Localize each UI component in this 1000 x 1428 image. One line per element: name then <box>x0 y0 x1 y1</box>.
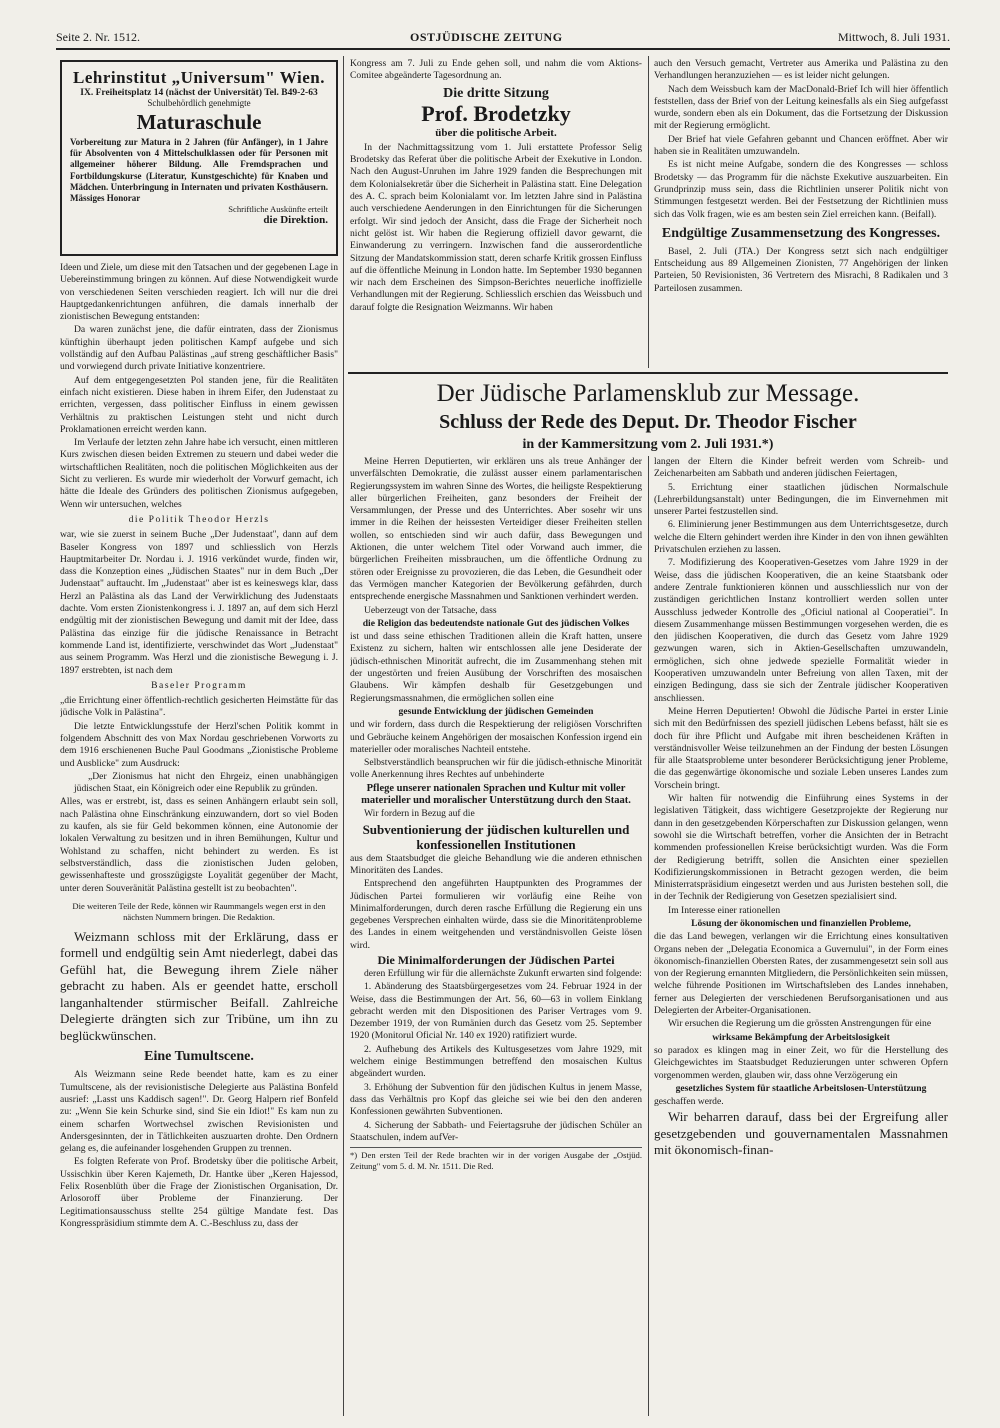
paragraph: Im Verlaufe der letzten zehn Jahre habe ich versucht, einen mittleren Kurs zwischen diesen beiden Extremen zu steuern und dabei weder die wirtschaftlichen Realitäten, noch die politischen Möglichkeiten aus der Sicht zu verlieren. Es wurde mir wiederholt der Vorwurf gemacht, ich hätte die Ideale des Gründers des politischen Zionismus aufgegeben, Wenn wir untersuchen, welches <box>60 437 338 510</box>
list-item: 2. Aufhebung des Artikels des Kultusgesetzes vom Jahre 1929, mit welchem einige Bestimmungen betreffend den mosaischen Kultus abgeändert wurden. <box>350 1043 642 1080</box>
column-2 <box>350 58 642 368</box>
column-3 <box>654 58 948 368</box>
footnote: *) Den ersten Teil der Rede brachten wir in der vorigen Ausgabe der „Ostjüd. Zeitung" vom 5. d. M. Nr. 1511. Die Red. <box>350 1147 642 1172</box>
paragraph: auch den Versuch gemacht, Vertreter aus Amerika und Palästina zu den Verhandlungen heranzuziehen — es ist leider nicht gelungen. <box>654 58 948 82</box>
article-subtitle: Schluss der Rede des Deput. Dr. Theodor Fischer <box>439 411 857 433</box>
paragraph: geschaffen werde. <box>654 1096 724 1108</box>
article-title: Der Jüdische Parlamensklub zur Message. <box>436 380 860 407</box>
ad-approved: Schulbehördlich genehmigte <box>147 98 251 108</box>
paragraph: und wir fordern, dass durch die Respektierung der religiösen Vorschriften und Gebräuche keinem Angehörigen der mosaischen Konfession irgend ein materieller oder moralisches Nachteil entstehe. <box>350 719 642 755</box>
paragraph: Es ist nicht meine Aufgabe, sondern die des Kongresses — schloss Brodetsky — das Programm für die nächste Exekutive auszuarbeiten. Ein Grundprinzip muss sein, dass die Richtlinien unserer Politik nicht von Stimmungen festgesetzt werden. Bei der Festsetzung der Richtlinien muss sich das Volk fragen, wie es am besten sein Ziel erreichen kann. (Beifall). <box>654 159 948 220</box>
advertisement-box <box>60 60 338 256</box>
section-heading-name: Prof. Brodetzky <box>421 100 571 126</box>
issue-date: Mittwoch, 8. Juli 1931. <box>837 30 950 44</box>
column-divider <box>343 56 344 1416</box>
list-item: 1. Abänderung des Staatsbürgergesetzes vom 24. Februar 1924 in der Weise, dass die Bestimmungen der Art. 56, 60—63 in vollem Einklang gebracht werden mit den Dispositionen des Pariser Vertrages vom 9. Dezember 1919, der von Rumänien durch das Gesetz vom 25. September 1920 (Monitorul Oficial Nr. 140 ex 1920) ratifiziert wurde. <box>350 981 642 1042</box>
paragraph: Wir fordern in Bezug auf die <box>364 808 475 820</box>
paragraph: Wir ersuchen die Regierung um die grössten Anstrengungen für eine <box>668 1018 932 1030</box>
section-heading: Eine Tumultscene. <box>144 1049 254 1065</box>
subheading: Baseler Programm <box>151 679 247 691</box>
article-rule <box>348 372 948 374</box>
paragraph: Selbstverständlich beanspruchen wir für die jüdisch-ethnische Minorität volle Anerkennung ihres Rechtes auf unbehinderte <box>350 757 642 781</box>
emphasis-heading: wirksame Bekämpfung der Arbeitslosigkeit <box>712 1031 890 1043</box>
section-subheading: über die politische Arbeit. <box>435 126 557 139</box>
paragraph: ist und dass seine ethischen Traditionen allein die Kraft hatten, unsere Existenz zu sichern, halten wir entschlossen alle jene Desiderate der jüdisch-ethnischen Minorität aufrecht, die im Zusammenhang stehen mit der ungestörten und freien Ausübung der Vorschriften des mosaischen Glaubens. Wir kämpfen deshalb für Gesetzgebungen und Regierungsmassnahmen, die ermöglichen sollen eine <box>350 631 642 704</box>
column-divider <box>648 56 649 368</box>
paragraph: die das Land bewegen, verlangen wir die Errichtung eines konsultativen Organs neben der „Delegatia Economica a Guvernului", in der Form eines ökonomisch-finanziellen Obersten Rates, der zusammengesetzt sein soll aus von der Regierung ernannten Mitgliedern, die Persönlichkeiten sein müssen, welche führende Positionen im Wirtschaftsleben des Landes innehaben, ferner aus Delegierten der verschiedenen Berufsorganisationen und aus Delegierten der Arbeiter-Organisationen. <box>654 931 948 1017</box>
list-item: 6. Eliminierung jener Bestimmungen aus dem Unterrichtsgesetze, durch welche die Eltern gehindert werden ihre Kinder in den von ihnen gewählten Privatschulen erziehen zu lassen. <box>654 519 948 556</box>
header-rule <box>56 48 950 50</box>
paragraph: war, wie sie zuerst in seinem Buche „Der Judenstaat", dann auf dem Baseler Kongress von 1897 und schliesslich von Herzls Hauptmitarbeiter Dr. Nordau i. J. 1916 verkündet wurde, finden wir, dass die Konzeption eines „Jüdischen Staates" nur in dem Buch „Der Judenstaat" auftaucht. Im „Judenstaat" aber ist es keineswegs klar, dass Herzl an Palästina als das Land der Verwirklichung des Judenstaats dachte. Vom ersten Zionistenkongress i. J. 1897 an, auf dem sich Herzl endgültig mit der zionistischen Bewegung und damit mit der Idee, dass Palästina das einzige für die jüdische Renaissance in Betracht kommende Land ist, identifizierte, verschwindet das Wort „Judenstaat" aus seinem Programm. Was Herzl und die zionistische Bewegung i. J. 1897 erstrebten, ist nach dem <box>60 529 338 676</box>
subheading: die Politik Theodor Herzls <box>128 513 270 525</box>
paragraph: aus dem Staatsbudget die gleiche Behandlung wie die anderen ethnischen Minoritäten des Landes. <box>350 852 642 876</box>
column-5 <box>654 456 948 1418</box>
section-heading: Endgültige Zusammensetzung des Kongresses. <box>661 225 941 241</box>
column-4 <box>350 456 642 1418</box>
paragraph: Im Interesse einer rationellen <box>668 904 781 916</box>
paragraph: so paradox es klingen mag in einer Zeit, wo für die Herstellung des Gleichgewichtes im Staatsbudget Reduzierungen unter schweren Opfern vorgenommen werden, glauben wir, dass ohne Verzögerung ein <box>654 1044 948 1081</box>
paragraph: Alles, was er erstrebt, ist, dass es seinen Anhängern erlaubt sein soll, nach Palästina ohne Einschränkung einzuwandern, dort so viel Boden zu kaufen, als sie für Geld bekommen können, eine Autonomie der lokalen Verwaltung zu besitzen und in ihren Bemühungen, Kultur und Wohlstand zu schaffen, nicht behindert zu werden. Es ist selbstverständlich, dass die zionistischen Juden geloben, gewissenhafteste und grosszügigste Loyalität gegenüber der Macht, unter deren Souveränität Palästina gestellt ist zu beobachten". <box>60 796 338 894</box>
paragraph: Der Brief hat viele Gefahren gebannt und Chancen eröffnet. Aber wir haben sie in Realitäten umzuwandeln. <box>654 133 948 158</box>
paragraph: deren Erfüllung wir für die allernächste Zukunft erwarten sind folgende: <box>364 967 642 979</box>
newspaper-title: OSTJÜDISCHE ZEITUNG <box>410 30 563 44</box>
paragraph: Nach dem Weissbuch kam der MacDonald-Brief Ich will hier öffentlich feststellen, dass der Brief von der Leitung keinesfalls als ein Sieg aufgefasst wurde, sondern eben als ein Dokument, das die Fortsetzung der Diskussion mit der Regierung ermöglicht. <box>654 83 948 132</box>
emphasis-heading: die Religion das bedeutendste nationale Gut des jüdischen Volkes <box>362 617 630 629</box>
paragraph: Da waren zunächst jene, die dafür eintraten, dass der Zionismus künftighin überhaupt jeden politischen Kampf aufgebe und sich vollständig auf den Aufbau Palästinas „auf streng geschäftlicher Basis" und vorwiegend durch private Initiative konzentriere. <box>60 324 338 373</box>
page-number: Seite 2. Nr. 1512. <box>56 30 140 44</box>
paragraph: Meine Herren Deputierten, wir erklären uns als treue Anhänger der unverfälschten Demokratie, die zulässt ausser einem parlamentarischen Regierungssystem im wahren Sinne des Wortes, die heiligste Respektierung aller bürgerlichen Freiheiten, ganz besonders der Freiheit der Versammlungen, der Presse und des Unterrichtes. Aber sosehr wir uns immer in die Reihen der heissesten Verteidiger dieser Freiheiten stellen wollen, so entschieden sind wir auch dafür, dass Bewegungen und Aktionen, die unter welchem Titel oder Vorwand auch immer, die bürgerlichen Freiheiten missbrauchen, um die öffentliche Ordnung zu stören oder Ereignisse zu provozieren, die das Leben, die Gesundheit oder das Vermögen mancher Kategorien der Bevölkerung gefährden, durch entsprechende energische Massnahmen und Sanktionen verhindert werden. <box>350 456 642 603</box>
paragraph: Es folgten Referate von Prof. Brodetsky über die politische Arbeit, Ussischkin über Keren Kajemeth, Dr. Hantke über „Keren Hajessod, Felix Rosenblüth über die Frage der Zionistischen Organisation, Dr. Arlosoroff über Probleme der Finanzierung. Der Legitimationsausschuss stellte 254 gültige Mandate fest. Das Kongresspräsidium stimmte dem A. C.-Beschluss zu, dass der <box>60 1156 338 1229</box>
paragraph-closing: Wir beharren darauf, dass bei der Ergreifung aller gesetzgebenden und gouvernamentalen Massnahmen mit ökonomisch-finan- <box>654 1109 948 1158</box>
column-divider <box>648 456 649 1416</box>
paragraph: Ueberzeugt von der Tatsache, dass <box>364 604 497 616</box>
paragraph: Kongress am 7. Juli zu Ende gehen soll, und nahm die vom Aktions-Comitee abgeänderte Tagesordnung an. <box>350 58 642 82</box>
paragraph: Auf dem entgegengesetzten Pol standen jene, für die Realitäten einfach nicht existieren. Diese haben in ihrem Eifer, den Judenstaat zu errichten, vergessen, dass politischer Einfluss in einem gewissen Verhältnis zu praktischen Leistungen steht und nicht durch Proklamationen erreicht werden kann. <box>60 374 338 435</box>
list-item: 4. Sicherung der Sabbath- und Feiertagsruhe der jüdischen Schüler an Staatschulen, indem aufVer- <box>350 1119 642 1143</box>
emphasis-heading: Lösung der ökonomischen und finanziellen Probleme, <box>691 917 911 929</box>
paragraph: Wir halten für notwendig die Einführung eines Systems in der legislativen Tätigkeit, dass wichtigere Gesetzprojekte der Regierung nur dann in den gesetzgebenden Körperschaften zur Diskussion gelangen, wenn sowohl sie die Wirtschaft betreffen, vorher die Ansichten der in Betracht kommenden professionellen Kreise berücksichtigt wurden. Was die Form der Redigierung betrifft, sollen die Ansichten einer speziellen Kodifizierungskommissionen in Betracht gezogen werden, die beim Ministerratspräsidium eingesetzt werden und aus Juristen bestehen soll, die in der Technik der Redigierung von Gesetzen spezialisiert sind. <box>654 793 948 903</box>
list-item: 3. Erhöhung der Subvention für den jüdischen Kultus in jenem Masse, dass das Verhältnis pro Kopf das gleiche sei wie bei den den anderen Konfessionen gewährten Subventionen. <box>350 1081 642 1118</box>
column-1 <box>60 262 338 1418</box>
emphasis-heading: Subventionierung der jüdischen kulturellen und konfessionellen Institutionen <box>362 821 630 852</box>
editorial-note: Die weiteren Teile der Rede, können wir Raummangels wegen erst in den nächsten Nummern bringen. Die Redaktion. <box>72 900 326 922</box>
ad-body: Vorbereitung zur Matura in 2 Jahren (für Anfänger), in 1 Jahre für Absolventen von 4 Mittelschulklassen oder für Personen mit allgemeiner höherer Bildung. Alle Fremdsprachen und Fortbildungskurse (Literatur, Kunstgeschichte) für Knaben und Mädchen. Unterbringung in Internaten und privaten Kosthäusern. Mässiges Honorar <box>70 137 328 204</box>
list-item: 5. Errichtung einer staatlichen jüdischen Normalschule (Lehrerbildungsanstalt) unter Bedingungen, die im Einvernehmen mit unserer Partei festzustellen sind. <box>654 481 948 518</box>
section-heading: Die dritte Sitzung <box>443 85 549 101</box>
paragraph: Als Weizmann seine Rede beendet hatte, kam es zu einer Tumultscene, als der revisionistische Delegierte aus Palästina Bonfeld ausrief: „Lasst uns Kaddisch sagen!". Dr. Georg Halpern rief Bonfeld zu: „Wenn Sie kein Schurke sind, sind Sie ein Idiot!" Es kam nun zu einem scharfen Wortwechsel zwischen Revisionisten und Andersgesinnten, der in Tätlichkeiten auszuarten drohte. Den Ordnern gelang es, die aufeinander losgehenden Gruppen zu trennen. <box>60 1069 338 1155</box>
list-item: 7. Modifizierung des Kooperativen-Gesetzes vom Jahre 1929 in der Weise, dass die jüdischen Kooperativen, die an keine Staatsbank oder andere Zentrale funktionieren können und ausschliesslich nur von der zuständigen gerichtlichen Instanz kontrolliert werden sollen unter Ausschluss jedweder Kontrolle des „Oficiul national al Cooperatiei". In diesem Zusammenhange müssen Bestimmungen vorgesehen werden, die es den jüdischen Kooperativen, die durch das Gesetz vom Jahre 1929 gezwungen waren, sich in Aktien-Gesellschaften umzuwandeln, ermöglichen, sich ohne jedwede spezielle Formalität wieder in Kooperativen umzuwandeln unter Befreiung von allen Taxen, mit der einzigen Bedingung, dass sie sich der Zentrale jüdischer Kooperativen anschliessen. <box>654 557 948 704</box>
paragraph: Entsprechend den angeführten Hauptpunkten des Programmes der Jüdischen Partei formulieren wir vorläufig eine Reihe von Minimalforderungen, durch deren rasche Erfüllung die Regierung ein uns gegebenes Versprechen einhalten würde, dass sie die Minoritätenprobleme des Landes in einem weitgehenden und verständnisvollen Geiste lösen wird. <box>350 878 642 951</box>
paragraph: „die Errichtung einer öffentlich-rechtlich gesicherten Heimstätte für das jüdische Volk in Palästina". <box>60 695 338 719</box>
ad-signature: die Direktion. <box>263 214 328 227</box>
paragraph-weizmann: Weizmann schloss mit der Erklärung, dass er formell und endgültig sein Amt niederlegt, dabei das Gefühl hat, die Bewegung ihrem Ziele näher gebracht zu haben. Als er geendet hatte, erscholl langanhaltender stürmischer Beifall. Zahlreiche Delegierte drängten sich zur Tribüne, um ihn zu beglückwünschen. <box>60 928 338 1043</box>
article-subtitle-2: in der Kammersitzung vom 2. Juli 1931.*) <box>522 437 774 452</box>
ad-info: Schriftliche Auskünfte erteilt <box>228 204 328 215</box>
paragraph: In der Nachmittagssitzung vom 1. Juli erstattete Professor Selig Brodetsky das Referat über die politische Arbeit der Exekutive in London. Nach den August-Unruhen im Jahre 1929 fanden die Besprechungen mit dem Kolonialsekretär über die Sicherheit in Palästina statt. Eine Delegation des A. C. sprach beim Kolonialamt vor. Im letzten Jahre sind in Palästina auch verschiedene Aenderungen in den Einrichtungen für die Sicherungen erfolgt. Wir sind jedoch der Ansicht, dass die Frage der Sicherheit noch nicht gelöst ist. Wir haben die Regierung offiziell davor gewarnt, die Einwanderung zu verringern. Inzwischen fand die ausserordentliche Sitzung der Mandatskommission statt, deren scharfe Kritik grossen Einfluss auf die öffentliche Meinung in London hatte. Im September 1930 begannen wir nach dem Erscheinen des Simpson-Berichtes neuerliche inoffizielle Verhandlungen mit der Regierung. Schliesslich erschien das Weissbuch und darauf folgte die Resignation Weizmanns. Wir haben <box>350 141 642 313</box>
ad-address: IX. Freiheitsplatz 14 (nächst der Universität) Tel. B49-2-63 <box>80 88 318 98</box>
emphasis-heading: gesunde Entwicklung der jüdischen Gemeinden <box>398 705 594 717</box>
paragraph: Die letzte Entwicklungsstufe der Herzl'schen Politik kommt in folgendem Abschnitt des von Max Nordau geschriebenen Vorworts zu dem 1916 erschienenen Buche Paul Goodmans „Zionistische Probleme und Ausblicke" zum Ausdruck: <box>60 720 338 769</box>
quote: „Der Zionismus hat nicht den Ehrgeiz, einen unabhängigen jüdischen Staat, ein Königreich oder eine Republik zu gründen. <box>74 770 338 795</box>
paragraph: langen der Eltern die Kinder befreit werden vom Schreib- und Zeichenarbeiten am Sabbath und anderen jüdischen Feiertagen, <box>654 456 948 480</box>
ad-title: Lehrinstitut „Universum" Wien. <box>73 68 325 87</box>
section-heading: Die Minimalforderungen der Jüdischen Partei <box>377 952 615 967</box>
emphasis-heading: gesetzliches System für staatliche Arbeitslosen-Unterstützung <box>675 1082 927 1094</box>
paragraph: Ideen und Ziele, um diese mit den Tatsachen und der gegebenen Lage in Uebereinstimmung bringen zu können. Auf diese Notwendigkeit wurde von verschiedenen Seiten verschieden reagiert. Ich will nur die drei Hauptgedankenrichtungen anführen, die damals innerhalb der zionistischen Bewegung entstanden: <box>60 262 338 323</box>
emphasis-heading: Pflege unserer nationalen Sprachen und Kultur mit voller materieller und moralischer Unterstützung durch den Staat. <box>361 782 631 807</box>
ad-school: Maturaschule <box>136 110 262 134</box>
paragraph: Basel, 2. Juli (JTA.) Der Kongress setzt sich nach endgültiger Entscheidung aus 89 Allgemeinen Zionisten, 77 Angehörigen der linken Parteien, 50 Revisionisten, 36 Vertretern des Misrachi, 8 Radikalen und 3 Parteilosen zusammen. <box>654 245 948 294</box>
paragraph: Meine Herren Deputierten! Obwohl die Jüdische Partei in erster Linie sich mit den Bedürfnissen des speziell jüdischen Lebens befasst, hält sie es doch für ihre Pflicht und Aufgabe mit ihren bescheidenen Kräften in verständnisvoller Weise teilzunehmen an der Findung der besten Lösungen für alle Staatsprobleme unter besonderer Berücksichtigung jener Probleme, die das gegenwärtige ökonomische und soziale Leben unseres Landes zum Vorschein bringt. <box>654 705 948 791</box>
